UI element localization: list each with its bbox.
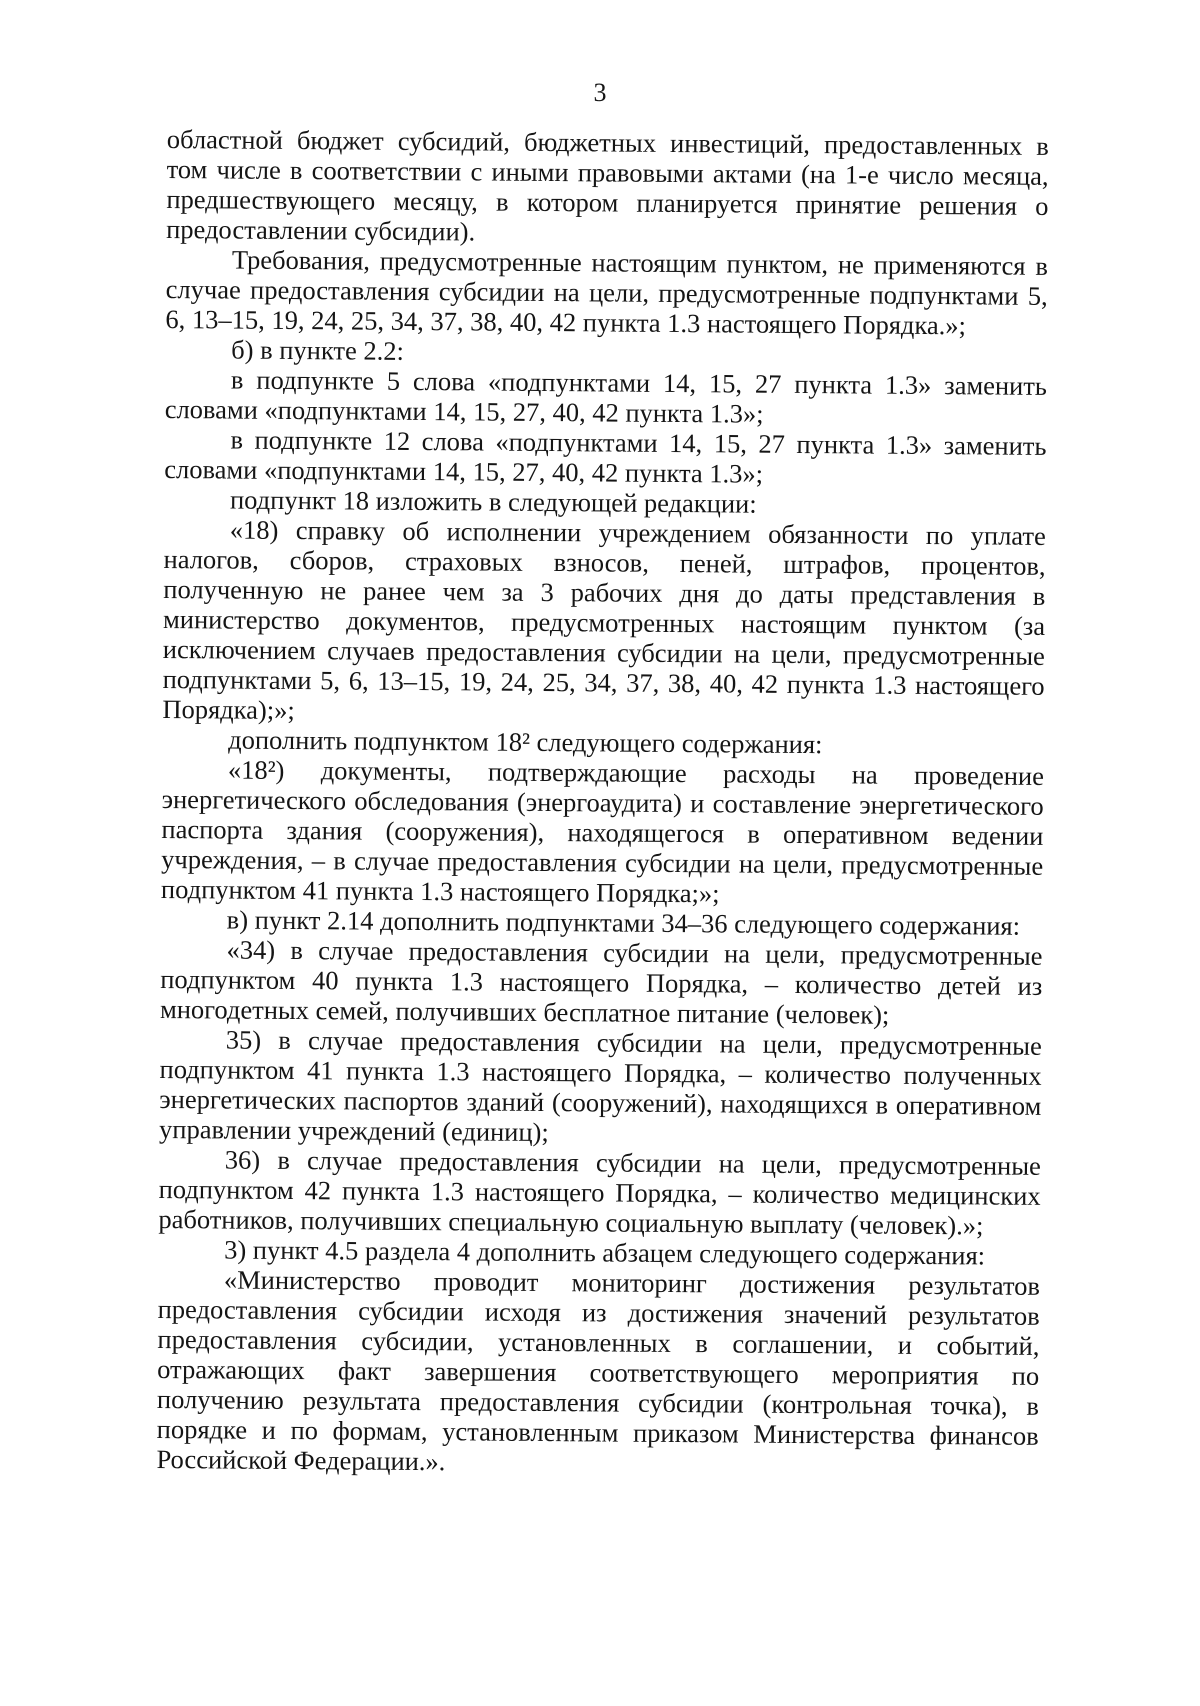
paragraph: в подпункте 5 слова «подпунктами 14, 15, 27 пункта 1.3» заменить словами «подпунктами 14, 15, 27, 40, 42 пункта 1.3»; [164, 364, 1048, 429]
paragraph: подпункт 18 изложить в следующей редакции: [229, 484, 757, 519]
paragraph: в) пункт 2.14 дополнить подпунктами 34–36 следующего содержания: [226, 904, 1021, 941]
page-number: 3 [593, 78, 607, 107]
paragraph: 36) в случае предоставления субсидии на цели, предусмотренные подпунктом 42 пункта 1.3 настоящего Порядка, – количество медицинских работников, получивших специальную социальную выплату (человек).»; [158, 1144, 1041, 1241]
paragraph: Требования, предусмотренные настоящим пунктом, не применяются в случае предоставления субсидии на цели, предусмотренные подпунктами 5, 6, 13–15, 19, 24, 25, 34, 37, 38, 40, 42 пункта 1.3 настоящего Порядка.»; [165, 244, 1049, 341]
paragraph: 35) в случае предоставления субсидии на цели, предусмотренные подпунктом 41 пункта 1.3 настоящего Порядка, – количество полученных энергетических паспортов зданий (сооружений), находящихся в оперативном управлении учреждений (единиц); [158, 1024, 1042, 1148]
paragraph: б) в пункте 2.2: [231, 334, 405, 366]
paragraph: 3) пункт 4.5 раздела 4 дополнить абзацем следующего содержания: [224, 1234, 986, 1271]
paragraph: «34) в случае предоставления субсидии на цели, предусмотренные подпунктом 40 пункта 1.3 настоящего Порядка, – количество детей из многодетных семей, получивших бесплатное питание (человек); [159, 934, 1043, 1030]
paragraph: областной бюджет субсидий, бюджетных инвестиций, предоставленных в том числе в соответствии с иными правовыми актами (на 1-е число месяца, предшествующего месяцу, в котором планируется принятие решения о предоставлении субсидии). [166, 124, 1049, 247]
document-body [156, 124, 1049, 1481]
paragraph: в подпункте 12 слова «подпунктами 14, 15, 27 пункта 1.3» заменить словами «подпунктами 14, 15, 27, 40, 42 пункта 1.3»; [164, 424, 1047, 489]
paragraph: «18) справку об исполнении учреждением обязанности по уплате налогов, сборов, страховых взносов, пеней, штрафов, процентов, полученную не ранее чем за 3 рабочих дня до даты представления в министерство документов, предусмотренных настоящим пунктом (за исключением случаев предоставления субсидии на цели, предусмотренные подпунктами 5, 6, 13–15, 19, 24, 25, 34, 37, 38, 40, 42 пункта 1.3 настоящего Порядка);»; [162, 514, 1046, 726]
paragraph: «18²) документы, подтверждающие расходы на проведение энергетического обследования (энергоаудита) и составление энергетического паспорта здания (сооружения), находящегося в оперативном ведении учреждения, – в случае предоставления субсидии на цели, предусмотренные подпунктом 41 пункта 1.3 настоящего Порядка;»; [160, 754, 1045, 909]
paragraph: дополнить подпунктом 18² следующего содержания: [228, 724, 823, 760]
paragraph: «Министерство проводит мониторинг достижения результатов предоставления субсидии исходя из достижения значений результатов предоставления субсидии, установленных в соглашении, и событий, отражающих факт завершения соответствующего мероприятия по получению результата предоставления субсидии (контрольная точка), в порядке и по формам, установленным приказом Министерства финансов Российской Федерации.». [156, 1264, 1041, 1477]
